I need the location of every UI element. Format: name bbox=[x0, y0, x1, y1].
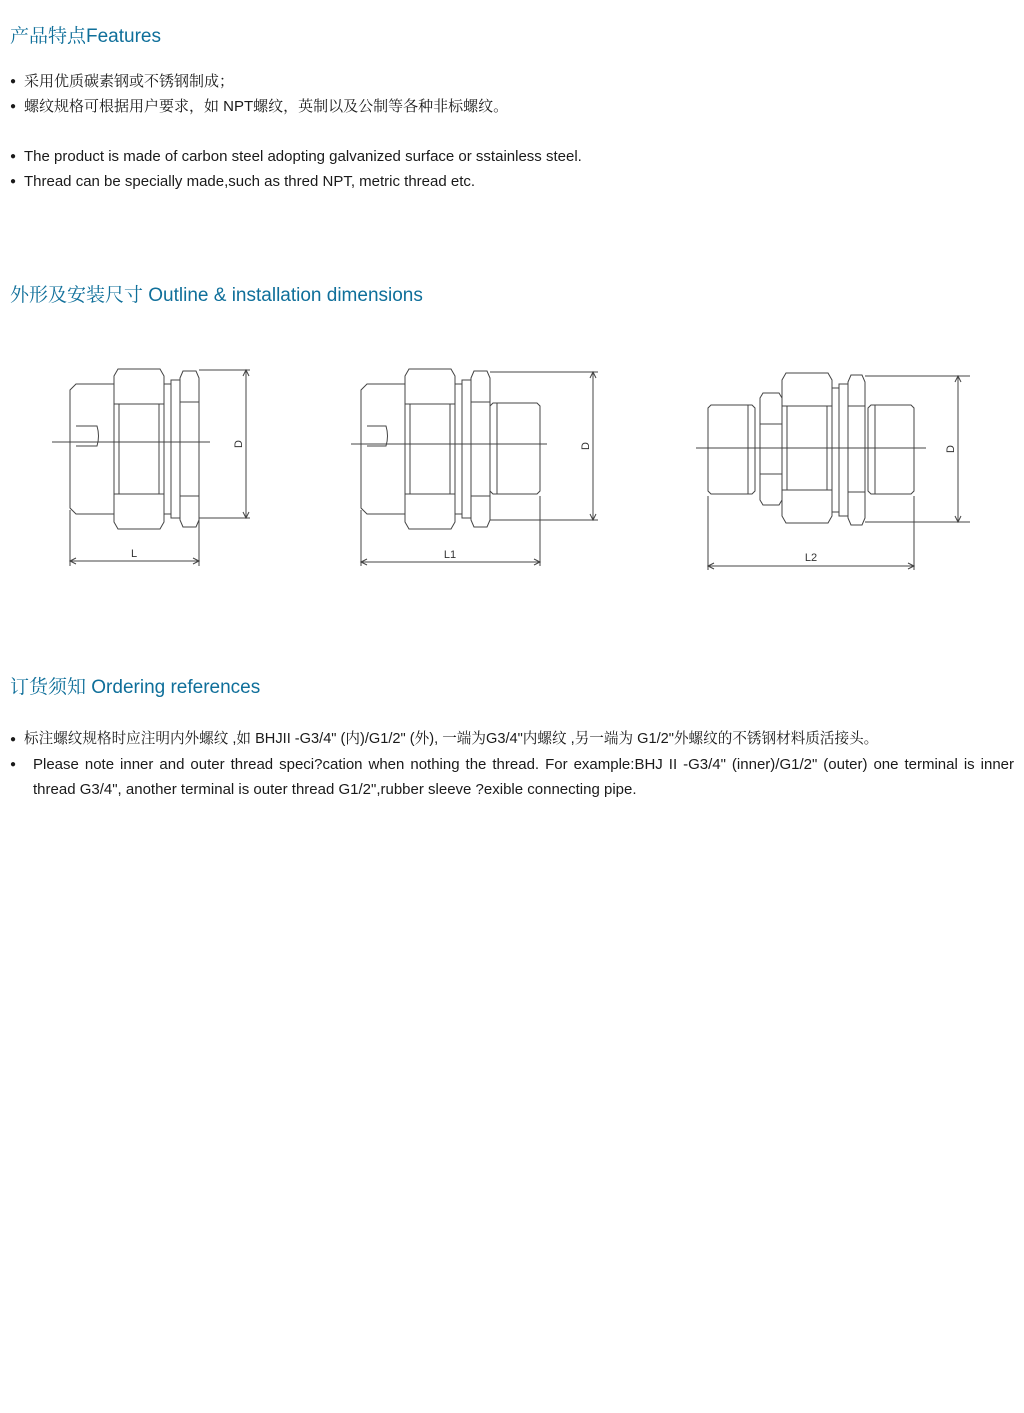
fitting-drawing-1 bbox=[52, 369, 250, 566]
list-item: ● 采用优质碳素钢或不锈钢制成； bbox=[10, 69, 508, 94]
fitting-drawing-3 bbox=[696, 373, 970, 570]
list-item: ● 螺纹规格可根据用户要求，如 NPT螺纹，英制以及公制等各种非标螺纹。 bbox=[10, 94, 508, 119]
features-title: 产品特点Features bbox=[10, 26, 161, 47]
ordering-title: 订货须知 Ordering references bbox=[10, 677, 261, 698]
outline-title: 外形及安装尺寸 Outline & installation dimensions bbox=[10, 285, 423, 306]
list-item: ● Thread can be specially made,such as thred NPT, metric thread etc. bbox=[10, 169, 582, 194]
features-en-list bbox=[10, 144, 582, 194]
ordering-list bbox=[10, 727, 1014, 802]
list-item: ● The product is made of carbon steel adopting galvanized surface or sstainless steel. bbox=[10, 144, 582, 169]
diameter-label-2: D bbox=[580, 442, 592, 450]
list-item: ● Please note inner and outer thread speci?cation when nothing the thread. For example:BHJ II -G3/4" (inner)/G1/2" (outer) one terminal is inner thread G3/4", another terminal is outer thread G1/2",rubber sleeve ?exible connecting pipe. bbox=[10, 752, 1014, 802]
length-label-3: L2 bbox=[804, 552, 818, 564]
list-item: ● 标注螺纹规格时应注明内外螺纹 ,如 BHJII -G3/4" (内)/G1/2" (外), 一端为G3/4"内螺纹 ,另一端为 G1/2"外螺纹的不锈钢材料质活接头。 bbox=[10, 727, 1014, 752]
length-label-1: L bbox=[130, 548, 138, 560]
features-zh-list bbox=[10, 69, 508, 119]
diameter-label-3: D bbox=[945, 445, 957, 453]
outline-drawings bbox=[0, 340, 1024, 585]
length-label-2: L1 bbox=[443, 549, 457, 561]
diameter-label-1: D bbox=[233, 440, 245, 448]
fitting-drawing-2 bbox=[351, 369, 598, 566]
